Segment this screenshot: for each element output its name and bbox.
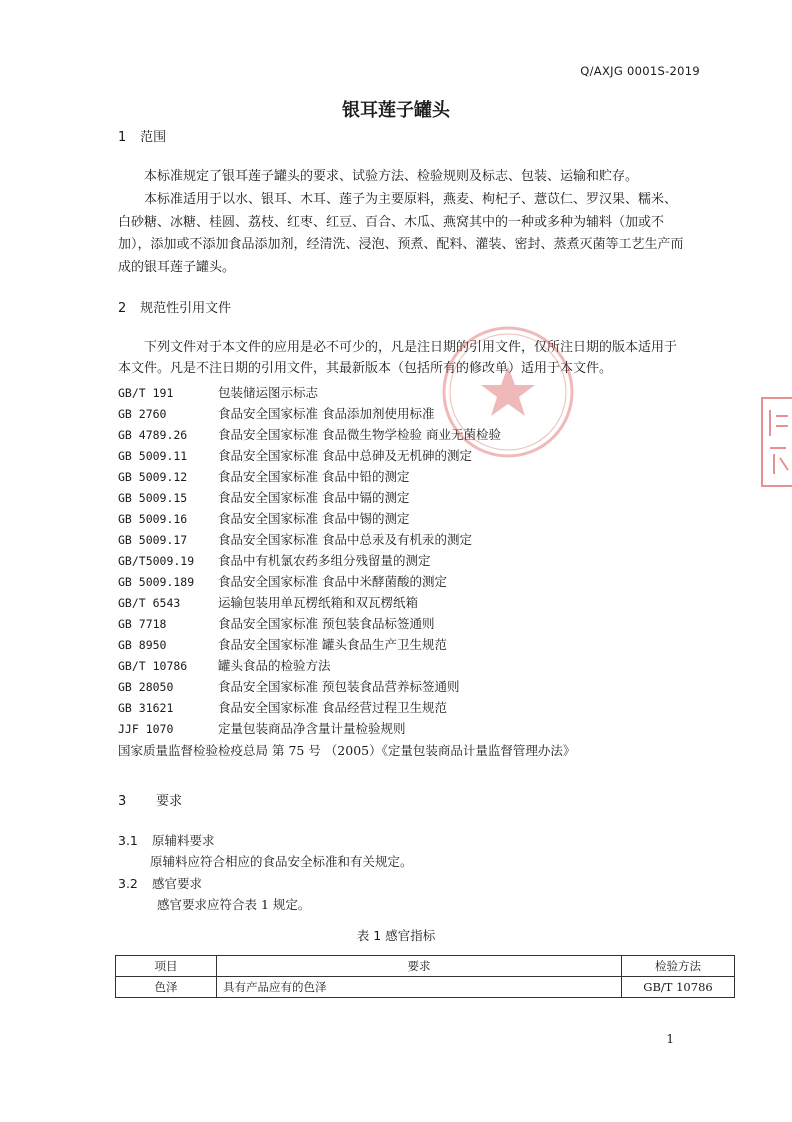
subsection-number: 3.2	[118, 876, 138, 891]
reference-item	[118, 634, 501, 655]
reference-code: GB 28050	[118, 680, 174, 694]
subsection-title: 感官要求	[151, 876, 202, 891]
company-seal-image	[438, 322, 578, 462]
reference-code: GB 4789.26	[118, 428, 188, 442]
reference-item	[118, 676, 501, 697]
scope-paragraph-1: 本标准规定了银耳莲子罐头的要求、试验方法、检验规则及标志、包装、运输和贮存。	[144, 169, 639, 184]
section-number: 3	[118, 794, 127, 809]
reference-code: GB 8950	[118, 638, 167, 652]
section-number: 2	[118, 301, 127, 316]
reference-code: GB 5009.16	[118, 512, 188, 526]
reference-title: 罐头食品的检验方法	[218, 658, 331, 673]
edge-stamp-image	[760, 396, 792, 488]
reference-title: 包装储运图示标志	[218, 385, 319, 400]
table-cell-requirement: 具有产品应有的色泽	[217, 977, 622, 998]
reference-code: GB 31621	[118, 701, 174, 715]
reference-code: GB 2760	[118, 407, 167, 421]
reference-title: 定量包装商品净含量计量检验规则	[218, 721, 406, 736]
reference-title: 食品安全国家标准 预包装食品标签通则	[218, 616, 435, 631]
reference-code: GB 5009.12	[118, 470, 188, 484]
reference-code: GB/T 6543	[118, 596, 181, 610]
table-cell-method: GB/T 10786	[622, 977, 735, 998]
sensory-table	[115, 955, 735, 998]
section-2-heading	[118, 297, 231, 316]
table-header-row	[116, 956, 735, 977]
reference-code: GB 5009.11	[118, 449, 188, 463]
section-title: 要求	[156, 794, 183, 809]
reference-code: GB/T5009.19	[118, 554, 195, 568]
reference-title: 食品安全国家标准 罐头食品生产卫生规范	[218, 637, 447, 652]
reference-item	[118, 718, 501, 739]
reference-title: 食品安全国家标准 预包装食品营养标签通则	[218, 679, 460, 694]
references-intro: 下列文件对于本文件的应用是必不可少的，凡是注日期的引用文件，仅所注日期的版本适用于本文件。凡是不注日期的引用文件，其最新版本（包括所有的修改单）适用于本文件。	[118, 340, 678, 376]
reference-item	[118, 550, 501, 571]
section-1-heading	[118, 126, 166, 145]
table-caption: 表 1 感官指标	[356, 928, 436, 943]
reference-title: 食品中有机氯农药多组分残留量的测定	[218, 553, 431, 568]
reference-item	[118, 655, 501, 676]
reference-title: 食品安全国家标准 食品中铅的测定	[218, 469, 410, 484]
reference-item	[118, 613, 501, 634]
reference-code: GB 5009.17	[118, 533, 188, 547]
reference-title: 运输包装用单瓦楞纸箱和双瓦楞纸箱	[218, 595, 419, 610]
reference-item	[118, 508, 501, 529]
subsection-title: 原辅料要求	[151, 833, 215, 848]
reference-title: 食品安全国家标准 食品中总砷及无机砷的测定	[218, 448, 472, 463]
reference-code: JJF 1070	[118, 722, 174, 736]
reference-code: GB 5009.15	[118, 491, 188, 505]
section-title: 范围	[140, 130, 167, 145]
subsection-3-1-heading	[118, 831, 215, 849]
table-header-item: 项目	[116, 956, 217, 977]
reference-title: 食品安全国家标准 食品中总汞及有机汞的测定	[218, 532, 472, 547]
regulation-reference: 国家质量监督检验检疫总局 第 75 号 （2005）《定量包装商品计量监督管理办法》	[118, 743, 576, 758]
section-number: 1	[118, 130, 127, 145]
reference-code: GB 5009.189	[118, 575, 195, 589]
section-3-heading	[118, 790, 182, 809]
reference-code: GB/T 10786	[118, 659, 188, 673]
reference-title: 食品安全国家标准 食品中镉的测定	[218, 490, 410, 505]
scope-paragraph-2: 本标准适用于以水、银耳、木耳、莲子为主要原料，燕麦、枸杞子、薏苡仁、罗汉果、糯米、白砂糖、冰糖、桂圆、荔枝、红枣、红豆、百合、木瓜、燕窝其中的一种或多种为辅料（加或不加），添加或不添加食品添加剂，经清洗、浸泡、预煮、配料、灌装、密封、蒸煮灭菌等工艺生产而成的银耳莲子罐头。	[118, 192, 684, 275]
reference-item	[118, 529, 501, 550]
page-number: 1	[666, 1032, 674, 1046]
table-header-method: 检验方法	[622, 956, 735, 977]
table-row	[116, 977, 735, 998]
standard-code: Q/AXJG 0001S-2019	[580, 64, 700, 78]
subsection-3-2-text: 感官要求应符合表 1 规定。	[157, 897, 311, 912]
reference-item	[118, 592, 501, 613]
reference-item	[118, 697, 501, 718]
reference-code: GB/T 191	[118, 386, 174, 400]
reference-item	[118, 466, 501, 487]
table-header-requirement: 要求	[217, 956, 622, 977]
reference-item	[118, 571, 501, 592]
reference-item	[118, 487, 501, 508]
document-title: 银耳莲子罐头	[342, 100, 450, 121]
reference-title: 食品安全国家标准 食品添加剂使用标准	[218, 406, 435, 421]
reference-title: 食品安全国家标准 食品微生物学检验 商业无菌检验	[218, 427, 501, 442]
subsection-3-2-heading	[118, 874, 202, 892]
reference-title: 食品安全国家标准 食品中米酵菌酸的测定	[218, 574, 447, 589]
subsection-number: 3.1	[118, 833, 138, 848]
table-cell-item: 色泽	[116, 977, 217, 998]
section-title: 规范性引用文件	[140, 301, 232, 316]
subsection-3-1-text: 原辅料应符合相应的食品安全标准和有关规定。	[150, 854, 413, 869]
reference-code: GB 7718	[118, 617, 167, 631]
reference-title: 食品安全国家标准 食品中锡的测定	[218, 511, 410, 526]
reference-title: 食品安全国家标准 食品经营过程卫生规范	[218, 700, 447, 715]
